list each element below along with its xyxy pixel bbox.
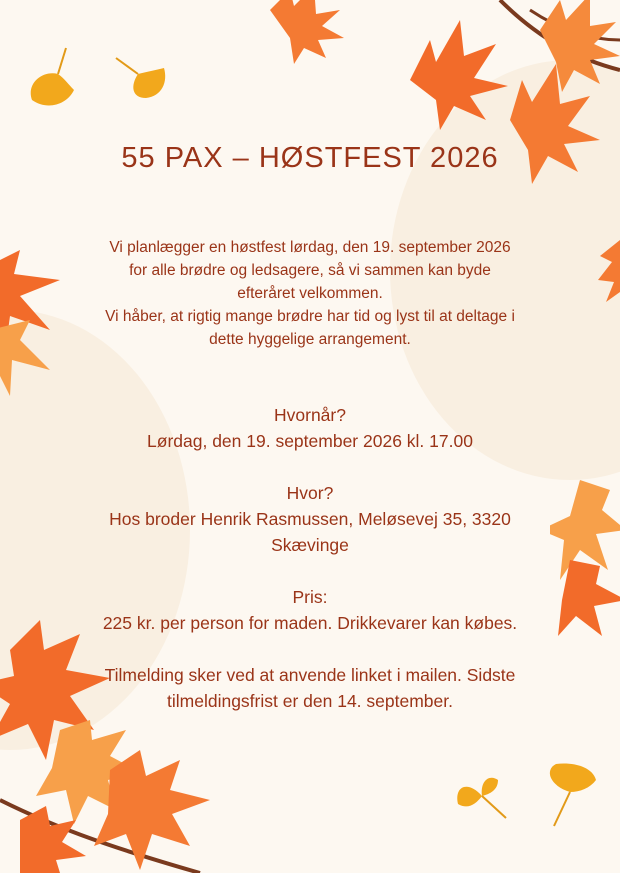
ginkgo-leaf-icon (540, 762, 600, 828)
intro-line: Vi planlægger en høstfest lørdag, den 19. september 2026 (109, 239, 511, 256)
price-label: Pris: (292, 587, 328, 607)
where-label: Hvor? (286, 483, 334, 503)
intro-line: for alle brødre og ledsagere, så vi sammen kan byde (129, 262, 491, 279)
registration-text: Tilmelding sker ved at anvende linket i mailen. Sidste tilmeldingsfrist er den 14. september. (104, 665, 516, 711)
event-details (70, 402, 550, 740)
price-section (70, 584, 550, 636)
ginkgo-leaf-icon (112, 52, 170, 102)
maple-leaf-cluster-top-right (260, 0, 620, 220)
where-section (70, 480, 550, 558)
price-value: 225 kr. per person for maden. Drikkevarer kan købes. (102, 613, 518, 633)
registration-section (70, 662, 550, 714)
when-value: Lørdag, den 19. september 2026 kl. 17.00 (147, 431, 473, 451)
maple-leaf-cluster-right (550, 470, 620, 640)
when-label: Hvornår? (274, 405, 346, 425)
when-section (70, 402, 550, 454)
ginkgo-leaf-icon (22, 44, 82, 109)
ginkgo-leaf-icon (454, 774, 510, 824)
event-title: 55 PAX – HØSTFEST 2026 (121, 142, 499, 174)
where-value: Hos broder Henrik Rasmussen, Meløsevej 35, 3320 Skævinge (109, 509, 511, 555)
maple-leaf-small-right (596, 236, 620, 306)
intro-line: Vi håber, at rigtig mange brødre har tid og lyst til at deltage i (105, 308, 515, 325)
maple-leaf-cluster-left (0, 240, 80, 400)
intro-line: dette hyggelige arrangement. (209, 331, 411, 348)
intro-line: efteråret velkommen. (237, 285, 383, 302)
intro-paragraph (70, 236, 550, 351)
